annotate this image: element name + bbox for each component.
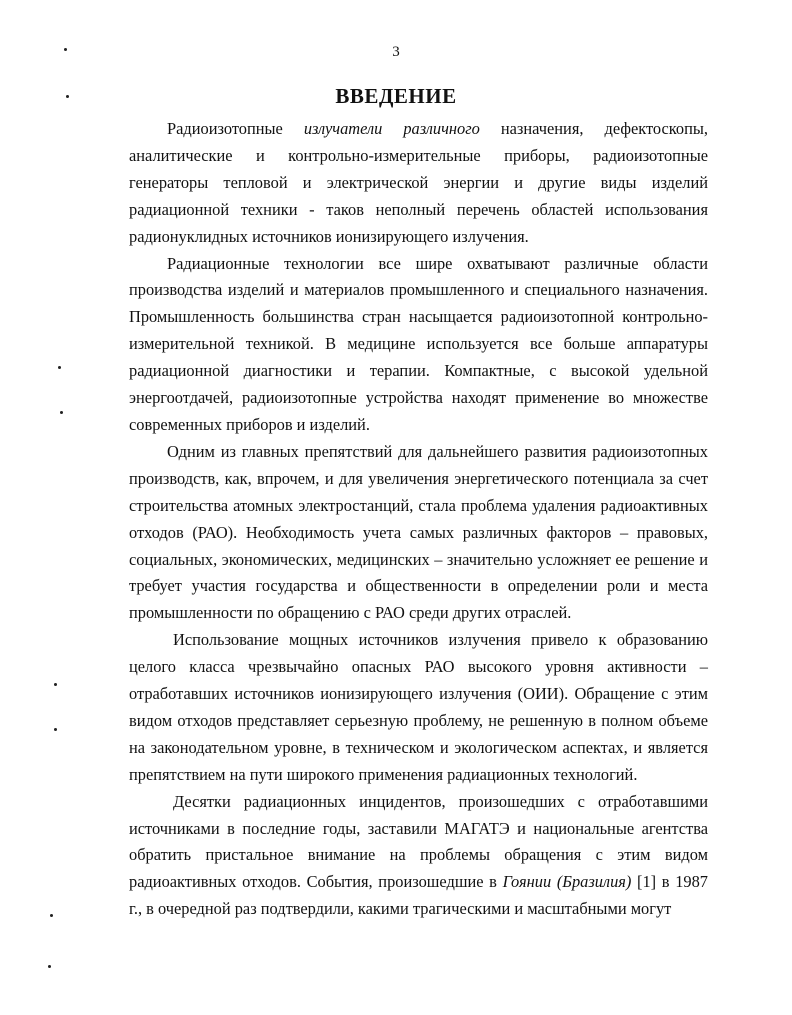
scan-speck xyxy=(54,683,57,686)
scan-speck xyxy=(66,95,69,98)
scan-speck xyxy=(58,366,61,369)
paragraph-5-italic: Гоянии (Бразилия) xyxy=(502,872,632,892)
paragraph-3: Одним из главных препятствий для дальнейшего развития радиоизотопных производств, как, впрочем, и для увеличения энергетического потенциала за счет строительства атомных электростанций, стала проблема удаления радиоактивных отходов (РАО). Необходимость учета самых различных факторов – правовых, социальных, экономических, медицинских – значительно усложняет ее решение и требует участия государства и общественности в определении роли и места промышленности по обращению с РАО среди других отраслей. xyxy=(129,441,708,623)
page-number: 3 xyxy=(392,44,400,60)
scan-speck xyxy=(50,914,53,917)
scan-speck xyxy=(60,411,63,414)
page-title: ВВЕДЕНИЕ xyxy=(335,84,457,108)
scan-speck xyxy=(54,728,57,731)
paragraph-5-rest: [1] в 1987 г., в очередной раз подтвердили, какими трагическими и масштабными могут xyxy=(129,872,708,919)
paragraph-1-start: Радиоизотопные xyxy=(167,119,283,138)
scan-speck xyxy=(64,48,67,51)
paragraph-4: Использование мощных источников излучения привело к образованию целого класса чрезвычайно опасных РАО высокого уровня активности – отработавших источников ионизирующего излучения (ОИИ). Обращение с этим видом отходов представляет серьезную проблему, не решенную в полном объеме на законодательном уровне, в техническом и экологическом аспектах, и является препятствием на пути широкого применения радиационных технологий. xyxy=(129,630,708,784)
paragraph-5 xyxy=(129,789,708,924)
paragraph-1-italic: излучатели различного xyxy=(303,119,480,138)
paragraph-1 xyxy=(129,116,708,251)
body-text xyxy=(129,116,708,923)
paragraph-1-rest: назначения, дефектоскопы, аналитические и контрольно-измерительные приборы, радиоизотопные генераторы тепловой и электрической энергии и другие виды изделий радиационной техники - таков неполный перечень областей использования радионуклидных источников ионизирующего излучения. xyxy=(129,119,708,246)
paragraph-2: Радиационные технологии все шире охватывают различные области производства изделий и материалов промышленного и специального назначения. Промышленность большинства стран насыщается радиоизотопной контрольно-измерительной техникой. В медицине используется все больше аппаратуры радиационной диагностики и терапии. Компактные, с высокой удельной энергоотдачей, радиоизотопные устройства находят применение во множестве современных приборов и изделий. xyxy=(129,253,708,434)
paragraph-5-start: Десятки радиационных инцидентов, произошедших с отработавшими источниками в последние годы, заставили МАГАТЭ и национальные агентства обратить пристальное внимание на проблемы обращения с этим видом радиоактивных отходов. События, произошедшие в xyxy=(129,791,708,892)
scan-speck xyxy=(48,965,51,968)
